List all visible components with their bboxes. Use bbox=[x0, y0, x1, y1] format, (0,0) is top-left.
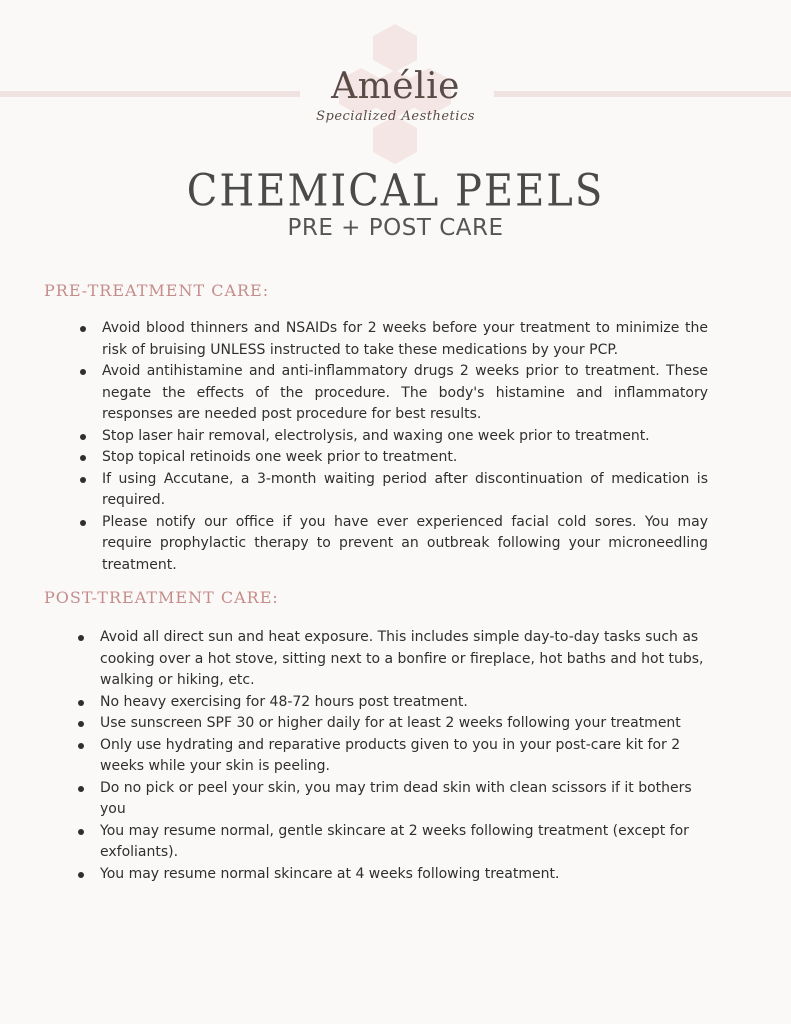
page-title: CHEMICAL PEELS bbox=[186, 165, 605, 217]
pre-treatment-heading: PRE-TREATMENT CARE: bbox=[44, 281, 270, 300]
post-treatment-list bbox=[78, 627, 718, 885]
list-item: Stop laser hair removal, electrolysis, and waxing one week prior to treatment. bbox=[80, 426, 708, 448]
list-item: Stop topical retinoids one week prior to treatment. bbox=[80, 447, 708, 469]
post-treatment-heading: POST-TREATMENT CARE: bbox=[44, 588, 279, 607]
list-item: You may resume normal skincare at 4 weeks following treatment. bbox=[78, 864, 718, 886]
list-item: If using Accutane, a 3-month waiting period after discontinuation of medication is required. bbox=[80, 469, 708, 512]
logo-tagline: Specialized Aesthetics bbox=[316, 109, 475, 124]
logo-name: Amélie bbox=[331, 66, 460, 107]
page-subtitle: PRE + POST CARE bbox=[287, 215, 504, 241]
list-item: Avoid antihistamine and anti-inflammatory drugs 2 weeks prior to treatment. These negate the effects of the procedure. The body's histamine and inflammatory responses are needed post procedure for best results. bbox=[80, 361, 708, 426]
list-item: You may resume normal, gentle skincare at 2 weeks following treatment (except for exfoliants). bbox=[78, 821, 718, 864]
list-item: Avoid all direct sun and heat exposure. This includes simple day-to-day tasks such as cooking over a hot stove, sitting next to a bonfire or fireplace, hot baths and hot tubs, walking or hiking, etc. bbox=[78, 627, 718, 692]
pre-treatment-list bbox=[80, 318, 708, 576]
list-item: Use sunscreen SPF 30 or higher daily for at least 2 weeks following your treatment bbox=[78, 713, 718, 735]
list-item: Do no pick or peel your skin, you may trim dead skin with clean scissors if it bothers you bbox=[78, 778, 718, 821]
list-item: No heavy exercising for 48-72 hours post treatment. bbox=[78, 692, 718, 714]
list-item: Avoid blood thinners and NSAIDs for 2 weeks before your treatment to minimize the risk of bruising UNLESS instructed to take these medications by your PCP. bbox=[80, 318, 708, 361]
list-item: Only use hydrating and reparative products given to you in your post-care kit for 2 weeks while your skin is peeling. bbox=[78, 735, 718, 778]
list-item: Please notify our office if you have ever experienced facial cold sores. You may require prophylactic therapy to prevent an outbreak following your microneedling treatment. bbox=[80, 512, 708, 577]
